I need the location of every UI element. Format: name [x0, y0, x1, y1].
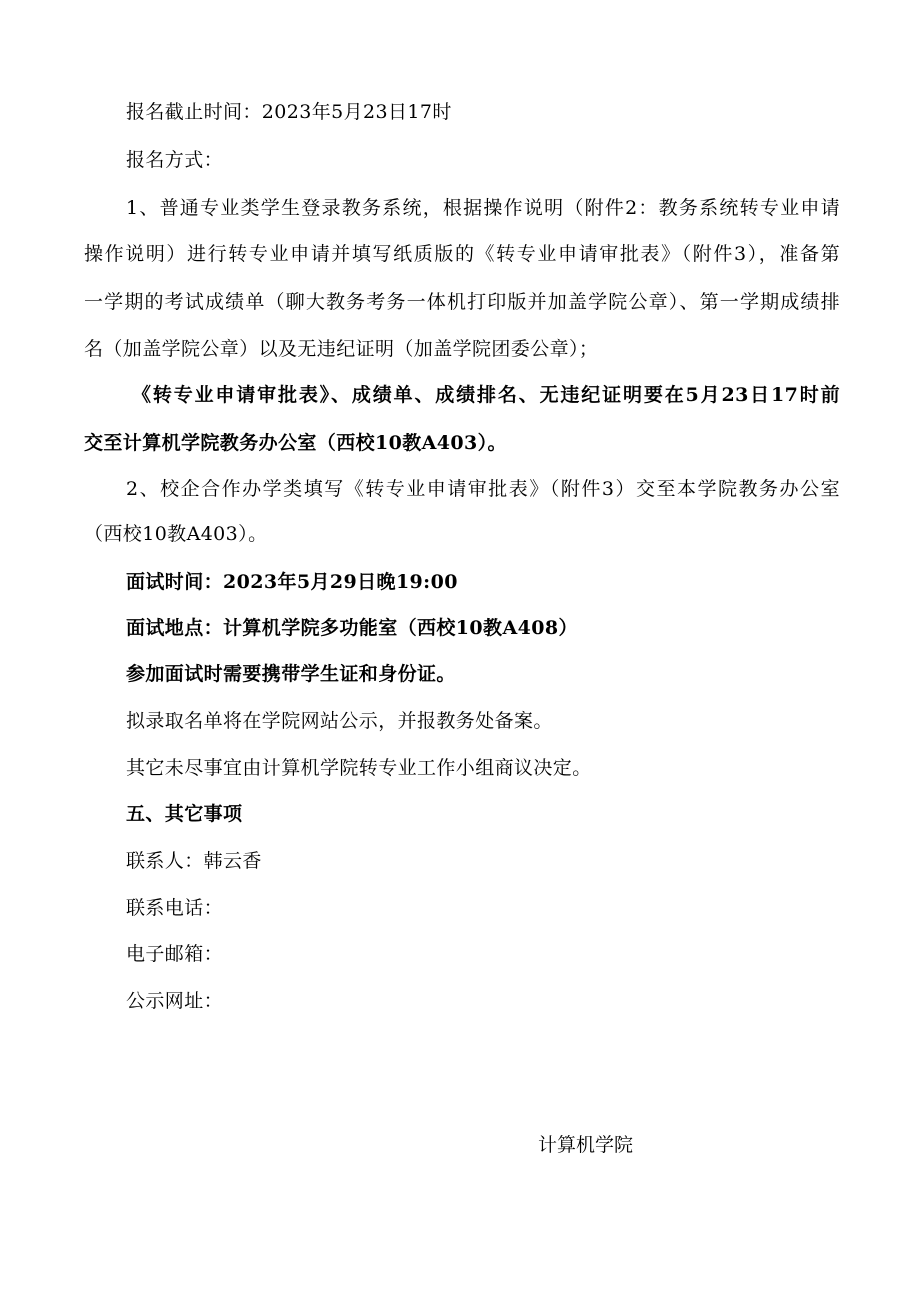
contact-email: 电子邮箱： [126, 943, 224, 965]
deadline-line: 报名截止时间：2023年5月23日17时 [126, 101, 452, 123]
contact-url: 公示网址： [126, 990, 224, 1012]
interview-time: 面试时间：2023年5月29日晚19:00 [126, 571, 458, 593]
item2-line2: （西校10教A403）。 [84, 523, 268, 545]
notice-line2: 交至计算机学院教务办公室（西校10教A403）。 [84, 432, 507, 454]
item1-line2: 操作说明）进行转专业申请并填写纸质版的《转专业申请审批表》（附件3），准备第 [84, 243, 840, 265]
contact-phone: 联系电话： [126, 897, 224, 919]
contact-person: 联系人：韩云香 [126, 850, 262, 872]
interview-place: 面试地点：计算机学院多功能室（西校10教A408） [126, 617, 578, 639]
signature: 计算机学院 [538, 1134, 634, 1156]
item1-line1: 1、普通专业类学生登录教务系统，根据操作说明（附件2：教务系统转专业申请 [126, 197, 840, 219]
publicity-line: 拟录取名单将在学院网站公示，并报教务处备案。 [126, 710, 553, 732]
interview-bring: 参加面试时需要携带学生证和身份证。 [126, 663, 456, 685]
item1-line3: 一学期的考试成绩单（聊大教务考务一体机打印版并加盖学院公章）、第一学期成绩排 [84, 291, 840, 313]
method-title: 报名方式： [126, 149, 224, 171]
section5-title: 五、其它事项 [126, 803, 243, 825]
item1-line4: 名（加盖学院公章）以及无违纪证明（加盖学院团委公章）； [84, 338, 599, 360]
notice-line1: 《转专业申请审批表》、成绩单、成绩排名、无违纪证明要在5月23日17时前 [132, 384, 840, 406]
other-matters-line: 其它未尽事宜由计算机学院转专业工作小组商议决定。 [126, 757, 592, 779]
item2-line1: 2、校企合作办学类填写《转专业申请审批表》（附件3）交至本学院教务办公室 [126, 478, 840, 500]
